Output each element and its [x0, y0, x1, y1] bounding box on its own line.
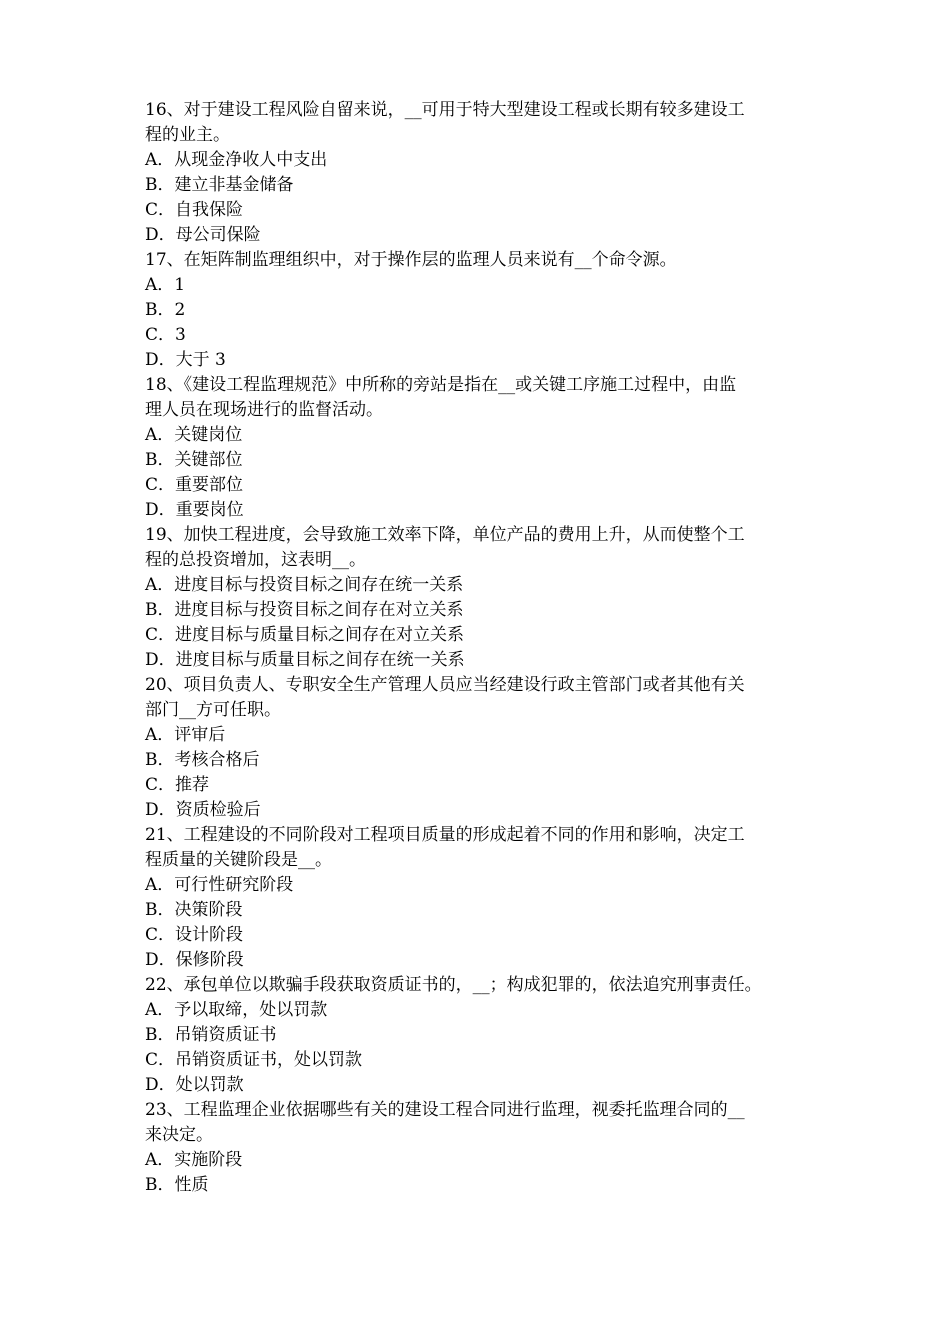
- text-line: C．吊销资质证书，处以罚款: [145, 1050, 363, 1070]
- text-line: 理人员在现场进行的监督活动。: [145, 400, 383, 420]
- text-line: 部门__方可任职。: [145, 700, 281, 720]
- text-line: C．重要部位: [145, 475, 244, 495]
- text-line: A．实施阶段: [145, 1150, 243, 1170]
- text-line: A．可行性研究阶段: [145, 875, 294, 895]
- text-line: A．进度目标与投资目标之间存在统一关系: [145, 575, 464, 595]
- text-line: D．进度目标与质量目标之间存在统一关系: [145, 650, 465, 670]
- text-line: A．1: [145, 275, 186, 295]
- text-line: A．评审后: [145, 725, 226, 745]
- text-line: C．自我保险: [145, 200, 244, 220]
- text-line: D．资质检验后: [145, 800, 261, 820]
- text-line: C．推荐: [145, 775, 210, 795]
- text-line: A．从现金净收人中支出: [145, 150, 328, 170]
- text-line: 16、对于建设工程风险自留来说，__可用于特大型建设工程或长期有较多建设工: [145, 100, 745, 120]
- text-line: D．大于 3: [145, 350, 226, 370]
- document-body: [145, 98, 820, 1198]
- text-line: C．3: [145, 325, 186, 345]
- text-line: 20、项目负责人、专职安全生产管理人员应当经建设行政主管部门或者其他有关: [145, 675, 745, 695]
- text-line: B．建立非基金储备: [145, 175, 294, 195]
- text-line: C．设计阶段: [145, 925, 244, 945]
- text-line: D．重要岗位: [145, 500, 244, 520]
- text-line: 程质量的关键阶段是__。: [145, 850, 332, 870]
- text-line: 17、在矩阵制监理组织中，对于操作层的监理人员来说有__个命令源。: [145, 250, 677, 270]
- text-line: B．决策阶段: [145, 900, 243, 920]
- text-line: D．母公司保险: [145, 225, 261, 245]
- text-line: B．关键部位: [145, 450, 243, 470]
- text-line: 程的总投资增加，这表明__。: [145, 550, 366, 570]
- text-line: C．进度目标与质量目标之间存在对立关系: [145, 625, 465, 645]
- text-line: 18、《建设工程监理规范》中所称的旁站是指在__或关键工序施工过程中，由监: [145, 375, 737, 395]
- text-line: 来决定。: [145, 1125, 213, 1145]
- text-line: 19、加快工程进度，会导致施工效率下降，单位产品的费用上升，从而使整个工: [145, 525, 745, 545]
- text-line: B．吊销资质证书: [145, 1025, 277, 1045]
- text-line: A．予以取缔，处以罚款: [145, 1000, 328, 1020]
- text-line: 程的业主。: [145, 125, 230, 145]
- text-line: B．进度目标与投资目标之间存在对立关系: [145, 600, 464, 620]
- text-line: B．2: [145, 300, 186, 320]
- text-line: 21、工程建设的不同阶段对工程项目质量的形成起着不同的作用和影响，决定工: [145, 825, 745, 845]
- text-line: D．保修阶段: [145, 950, 244, 970]
- text-line: D．处以罚款: [145, 1075, 244, 1095]
- text-line: B．考核合格后: [145, 750, 260, 770]
- text-line: A．关键岗位: [145, 425, 243, 445]
- text-line: B．性质: [145, 1175, 209, 1195]
- text-line: 22、承包单位以欺骗手段获取资质证书的，__；构成犯罪的，依法追究刑事责任。: [145, 975, 762, 995]
- text-line: 23、工程监理企业依据哪些有关的建设工程合同进行监理，视委托监理合同的__: [145, 1100, 745, 1120]
